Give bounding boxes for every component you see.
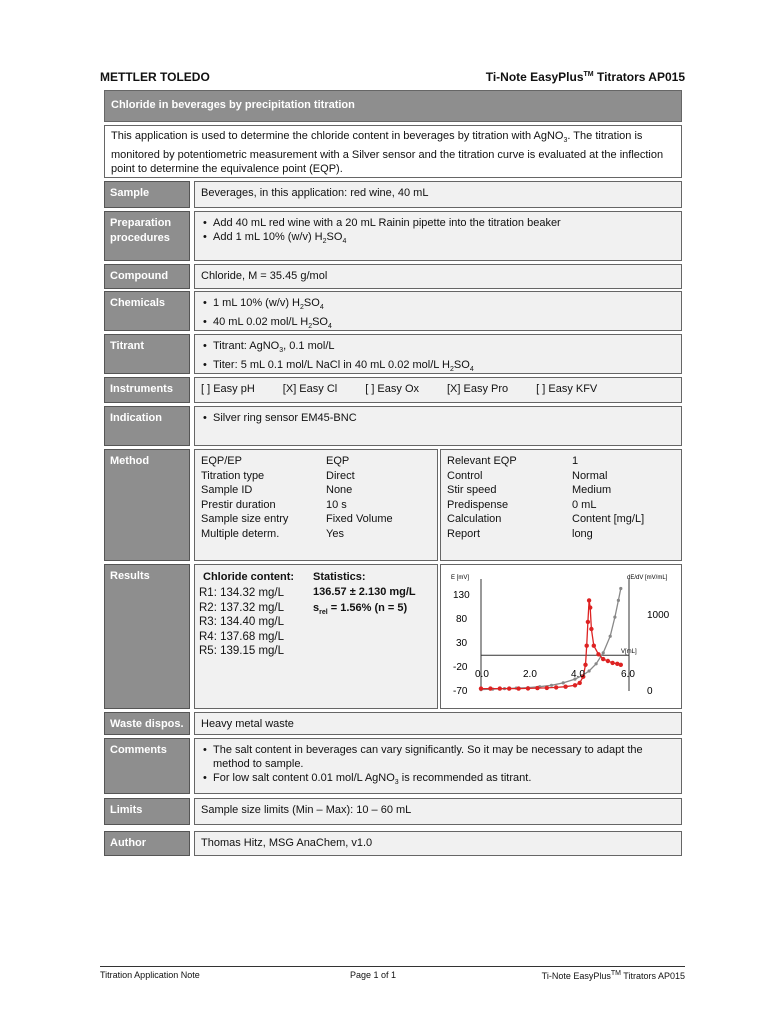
results-content	[194, 564, 438, 709]
chemicals-content	[194, 291, 682, 331]
data-point	[596, 652, 600, 656]
data-point	[498, 686, 502, 690]
sample-row	[104, 181, 682, 208]
footer-left: Titration Application Note	[100, 970, 200, 980]
data-point	[585, 644, 589, 648]
data-point	[589, 627, 593, 631]
instruments-label: Instruments	[104, 377, 190, 403]
x-tick-label: 4.0	[571, 669, 585, 680]
data-point	[550, 684, 553, 687]
method-label: Method	[104, 449, 190, 561]
data-point	[610, 661, 614, 665]
result-value: R4: 137.68 mg/L	[199, 630, 285, 643]
author-row	[104, 831, 682, 856]
compound-text: Chloride, M = 35.45 g/mol	[194, 264, 682, 289]
stats-value: 136.57 ± 2.130 mg/L	[313, 586, 416, 598]
list-item: • Silver ring sensor EM45-BNC	[213, 411, 675, 425]
list-item: • Titer: 5 mL 0.1 mol/L NaCl in 40 mL 0.02 mol/L $H_2SO_4$	[213, 358, 675, 377]
list-item: • For low salt content 0.01 mol/L AgNO$_3$ is recommended as titrant.	[213, 771, 675, 790]
result-value: R3: 134.40 mg/L	[199, 616, 285, 628]
x-tick-label: 0.0	[475, 669, 489, 680]
y2-axis-label: dE/dV [mV/mL]	[627, 575, 668, 581]
instrument-option: [X] Easy Pro	[447, 383, 509, 395]
y2-tick-label: 1000	[647, 610, 670, 621]
list-item: • Titrant: AgNO$_3$, 0.1 mol/L	[213, 339, 675, 358]
y-tick-label: -20	[453, 662, 468, 673]
comments-content	[194, 738, 682, 794]
result-value: R5: 139.15 mg/L	[199, 645, 285, 657]
data-point	[613, 616, 616, 619]
results-row	[104, 564, 682, 709]
instrument-option: [ ] Easy KFV	[536, 383, 598, 395]
data-point	[516, 686, 520, 690]
y-tick-label: -70	[453, 686, 468, 697]
data-point	[545, 686, 549, 690]
data-point	[602, 651, 605, 654]
instrument-option: [X] Easy Cl	[282, 383, 338, 395]
limits-row	[104, 798, 682, 825]
y-tick-label: 130	[453, 590, 470, 601]
data-point	[592, 644, 596, 648]
stats-srel: $s_{rel} = 1.56\%$ (n = 5)	[313, 602, 408, 617]
y-tick-label: 30	[456, 638, 468, 649]
preparation-content	[194, 211, 682, 261]
method-params-left: EQP/EP EQP Titration type Direct Sample ID None Prestir duration 10 s Sample size entry Fixed Volume Multiple determ. Yes	[194, 449, 438, 561]
title-row	[104, 90, 682, 122]
y2-tick-label: 0	[647, 686, 653, 697]
list-item: • 40 mL 0.02 mol/L $H_2SO_4$	[213, 315, 675, 334]
waste-label: Waste dispos.	[104, 712, 190, 735]
stats-title: Statistics:	[313, 571, 366, 583]
x-axis-label: V[mL]	[621, 649, 637, 655]
series-line-1	[481, 600, 621, 688]
comments-label: Comments	[104, 738, 190, 794]
data-point	[554, 685, 558, 689]
y-axis-label: E [mV]	[451, 575, 470, 581]
titration-curve-chart	[441, 565, 681, 708]
instrument-option: [ ] Easy Ox	[365, 383, 419, 395]
data-point	[617, 599, 620, 602]
author-label: Author	[104, 831, 190, 856]
preparation-label: Preparation procedures	[104, 211, 190, 261]
x-tick-label: 6.0	[621, 669, 635, 680]
content-title: Chloride content:	[203, 571, 295, 583]
method-params-right: Relevant EQP 1 Control Normal Stir speed Medium Predispense 0 mL Calculation Content [mg/L] Report long	[440, 449, 682, 561]
instrument-option: [ ] Easy pH	[201, 383, 255, 395]
compound-row	[104, 264, 682, 289]
comments-row	[104, 738, 682, 794]
sample-text: Beverages, in this application: red wine, 40 mL	[194, 181, 682, 208]
list-item: • Add 1 mL 10% (w/v) $H_2SO_4$	[213, 230, 675, 249]
results-label: Results	[104, 564, 190, 709]
waste-row	[104, 712, 682, 735]
company-name: METTLER TOLEDO	[100, 70, 210, 84]
data-point	[586, 620, 590, 624]
data-point	[535, 686, 539, 690]
data-point	[488, 686, 492, 690]
page-header	[100, 70, 685, 88]
data-point	[562, 681, 565, 684]
list-item: • 1 mL 10% (w/v) $H_2SO_4$	[213, 296, 675, 315]
data-point	[583, 663, 587, 667]
intro-row	[104, 125, 682, 178]
data-point	[606, 659, 610, 663]
result-value: R1: 134.32 mg/L	[199, 587, 285, 599]
chemicals-label: Chemicals	[104, 291, 190, 331]
limits-label: Limits	[104, 798, 190, 825]
limits-text: Sample size limits (Min – Max): 10 – 60 mL	[194, 798, 682, 825]
data-point	[595, 662, 598, 665]
data-point	[588, 669, 591, 672]
data-point	[479, 686, 483, 690]
method-row	[104, 449, 682, 561]
data-point	[619, 663, 623, 667]
data-point	[573, 683, 577, 687]
indication-row	[104, 406, 682, 446]
compound-label: Compound	[104, 264, 190, 289]
waste-text: Heavy metal waste	[194, 712, 682, 735]
titrant-label: Titrant	[104, 334, 190, 374]
indication-content	[194, 406, 682, 446]
list-item: • The salt content in beverages can vary significantly. So it may be necessary to adapt the method to sample.	[213, 743, 675, 771]
instruments-row	[104, 377, 682, 403]
document-id: Ti-Note EasyPlus™ Titrators AP015	[485, 70, 685, 84]
data-point	[578, 681, 582, 685]
data-point	[507, 686, 511, 690]
data-point	[609, 635, 612, 638]
page-number: Page 1 of 1	[350, 970, 397, 980]
document-title: Chloride in beverages by precipitation titration	[104, 90, 682, 122]
titrant-row	[104, 334, 682, 374]
titrant-content	[194, 334, 682, 374]
data-point	[588, 605, 592, 609]
footer-right: Ti-Note EasyPlus™ Titrators AP015	[541, 970, 685, 981]
author-text: Thomas Hitz, MSG AnaChem, v1.0	[194, 831, 682, 856]
list-item: • Add 40 mL red wine with a 20 mL Rainin pipette into the titration beaker	[213, 216, 675, 230]
series-line-0	[481, 589, 621, 690]
data-point	[601, 657, 605, 661]
data-point	[587, 598, 591, 602]
page-footer	[100, 966, 685, 981]
indication-label: Indication	[104, 406, 190, 446]
x-tick-label: 2.0	[523, 669, 537, 680]
preparation-row	[104, 211, 682, 261]
data-point	[563, 685, 567, 689]
titration-curve-panel	[440, 564, 682, 709]
data-point	[619, 587, 622, 590]
sample-label: Sample	[104, 181, 190, 208]
intro-text: This application is used to determine the chloride content in beverages by titration with AgNO$_3$. The titration is monitored by potentiometric measurement with a Silver sensor and the titration curve is evaluated at the inflection point to determine the equivalence point (EQP).	[104, 125, 682, 178]
chemicals-row	[104, 291, 682, 331]
result-value: R2: 137.32 mg/L	[199, 601, 285, 614]
instruments-content	[194, 377, 682, 403]
y-tick-label: 80	[456, 614, 468, 625]
results-list	[199, 586, 284, 659]
data-point	[526, 686, 530, 690]
